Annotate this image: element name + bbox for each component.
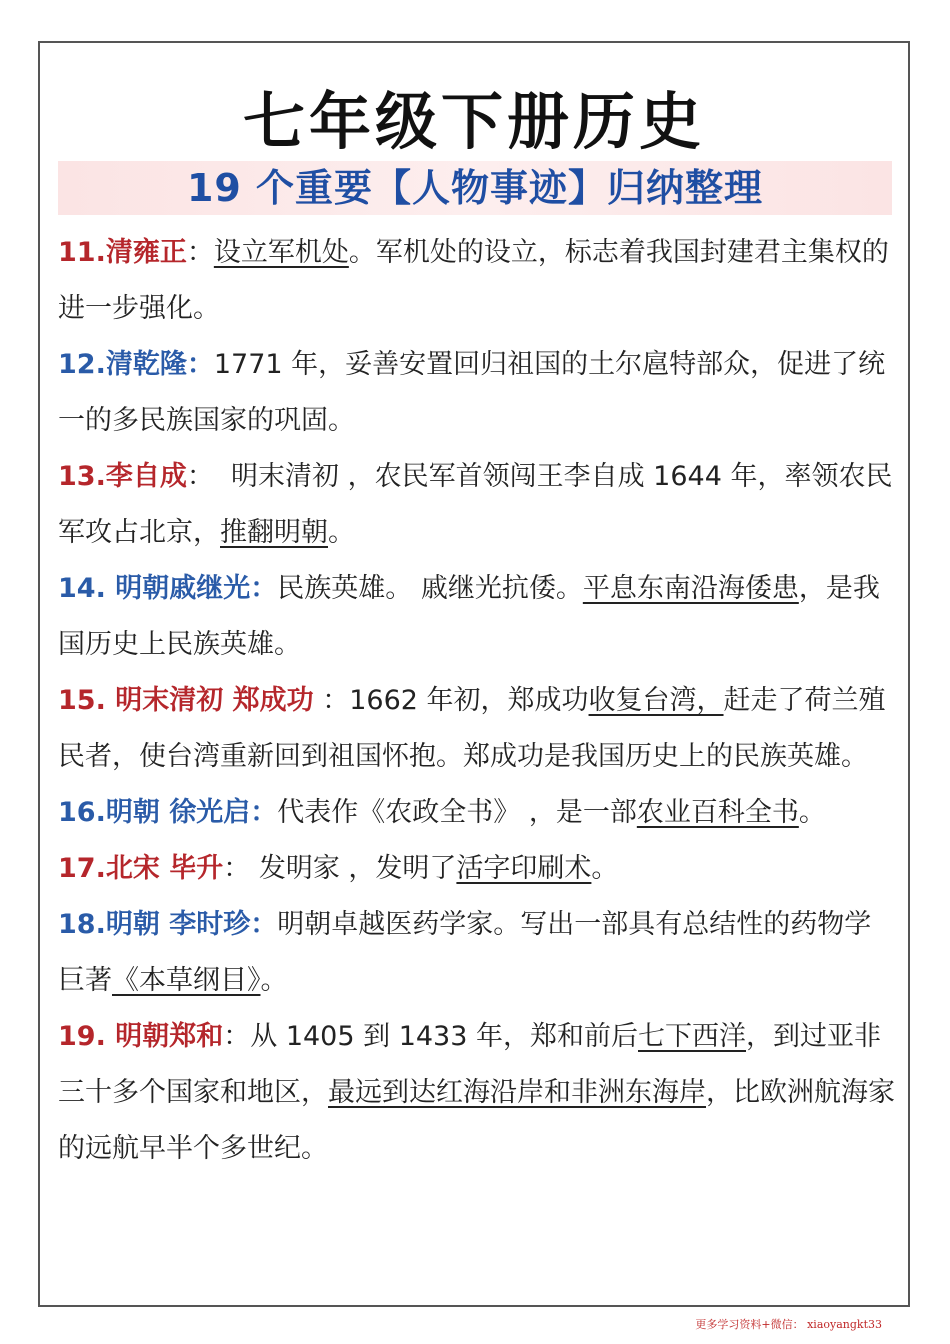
entry-text: 1771 年，妥善安置回归祖国的土尔扈特部众，促进了统一的多民族国家的巩固。 <box>58 349 886 436</box>
entry-list <box>58 225 898 1177</box>
entry-11 <box>58 225 898 337</box>
entry-sep: ： <box>313 685 350 716</box>
footer-note: 更多学习资料+微信： xiaoyangkt33 <box>695 1318 882 1331</box>
entry-underlined: 七下西洋 <box>638 1021 746 1052</box>
entry-text: 明末清初 ，农民军首领闯王李自成 1644 年，率领农民军攻占北京， <box>58 461 893 548</box>
entry-text: 。 <box>591 853 619 884</box>
entry-text: 发明家 ，发明了 <box>250 853 457 884</box>
entry-sep: ： <box>223 853 251 884</box>
entry-18 <box>58 897 898 1009</box>
entry-sep: ： <box>186 237 214 268</box>
entry-16 <box>58 785 898 841</box>
entry-13 <box>58 449 898 561</box>
entry-underlined: 平息东南沿海倭患 <box>582 573 799 604</box>
entry-underlined: 推翻明朝 <box>220 517 328 548</box>
entry-text: 明朝卓越医药学家。写出一部具有总结性的药物学巨著 <box>58 909 872 996</box>
entry-text: 民族英雄。 戚继光抗倭。 <box>277 573 583 604</box>
entry-underlined: 设立军机处 <box>213 237 349 268</box>
entry-head: 11.清雍正 <box>58 237 187 268</box>
entry-head: 12.清乾隆： <box>58 349 214 380</box>
entry-head: 15. 明末清初 郑成功 <box>58 685 314 716</box>
subtitle-band <box>58 161 892 215</box>
page-frame <box>38 41 910 1307</box>
entry-text: 1662 年初，郑成功 <box>349 685 589 716</box>
entry-head: 17.北宋 毕升 <box>58 853 224 884</box>
page-subtitle: 19 个重要【人物事迹】归纳整理 <box>186 166 764 210</box>
entry-sep: ： <box>186 461 214 492</box>
entry-text: 。军机处的设立，标志着我国封建君主集权的进一步强化。 <box>58 237 889 324</box>
entry-text: 赶走了荷兰殖民者，使台湾重新回到祖国怀抱。郑成功是我国历史上的民族英雄。 <box>58 685 886 772</box>
entry-underlined: 活字印刷术 <box>456 853 592 884</box>
entry-14 <box>58 561 898 673</box>
entry-15 <box>58 673 898 785</box>
entry-19 <box>58 1009 898 1177</box>
entry-text: 。 <box>328 517 355 548</box>
entry-text: 。 <box>260 965 288 996</box>
entry-underlined: 《本草纲目》 <box>112 965 261 996</box>
entry-text: 代表作《农政全书》 ，是一部 <box>277 797 637 828</box>
entry-head: 16.明朝 徐光启： <box>58 797 278 828</box>
entry-12 <box>58 337 898 449</box>
entry-text: 从 1405 到 1433 年，郑和前后 <box>250 1021 638 1052</box>
page-title: 七年级下册历史 <box>242 85 705 158</box>
entry-text: ，到过亚非三十多个国家和地区， <box>58 1021 881 1108</box>
entry-underlined: 收复台湾， <box>588 685 724 716</box>
entry-sep: ： <box>223 1021 251 1052</box>
entry-text: ，是我国历史上民族英雄。 <box>58 573 880 660</box>
entry-head: 18.明朝 李时珍： <box>58 909 278 940</box>
entry-head: 19. 明朝郑和 <box>58 1021 224 1052</box>
entry-head: 14. 明朝戚继光： <box>58 573 278 604</box>
entry-text: 。 <box>798 797 826 828</box>
entry-text: ，比欧洲航海家的远航早半个多世纪。 <box>58 1077 895 1164</box>
entry-head: 13.李自成 <box>58 461 187 492</box>
entry-17 <box>58 841 898 897</box>
entry-underlined: 农业百科全书 <box>636 797 799 828</box>
entry-underlined: 最远到达红海沿岸和非洲东海岸 <box>328 1077 706 1108</box>
